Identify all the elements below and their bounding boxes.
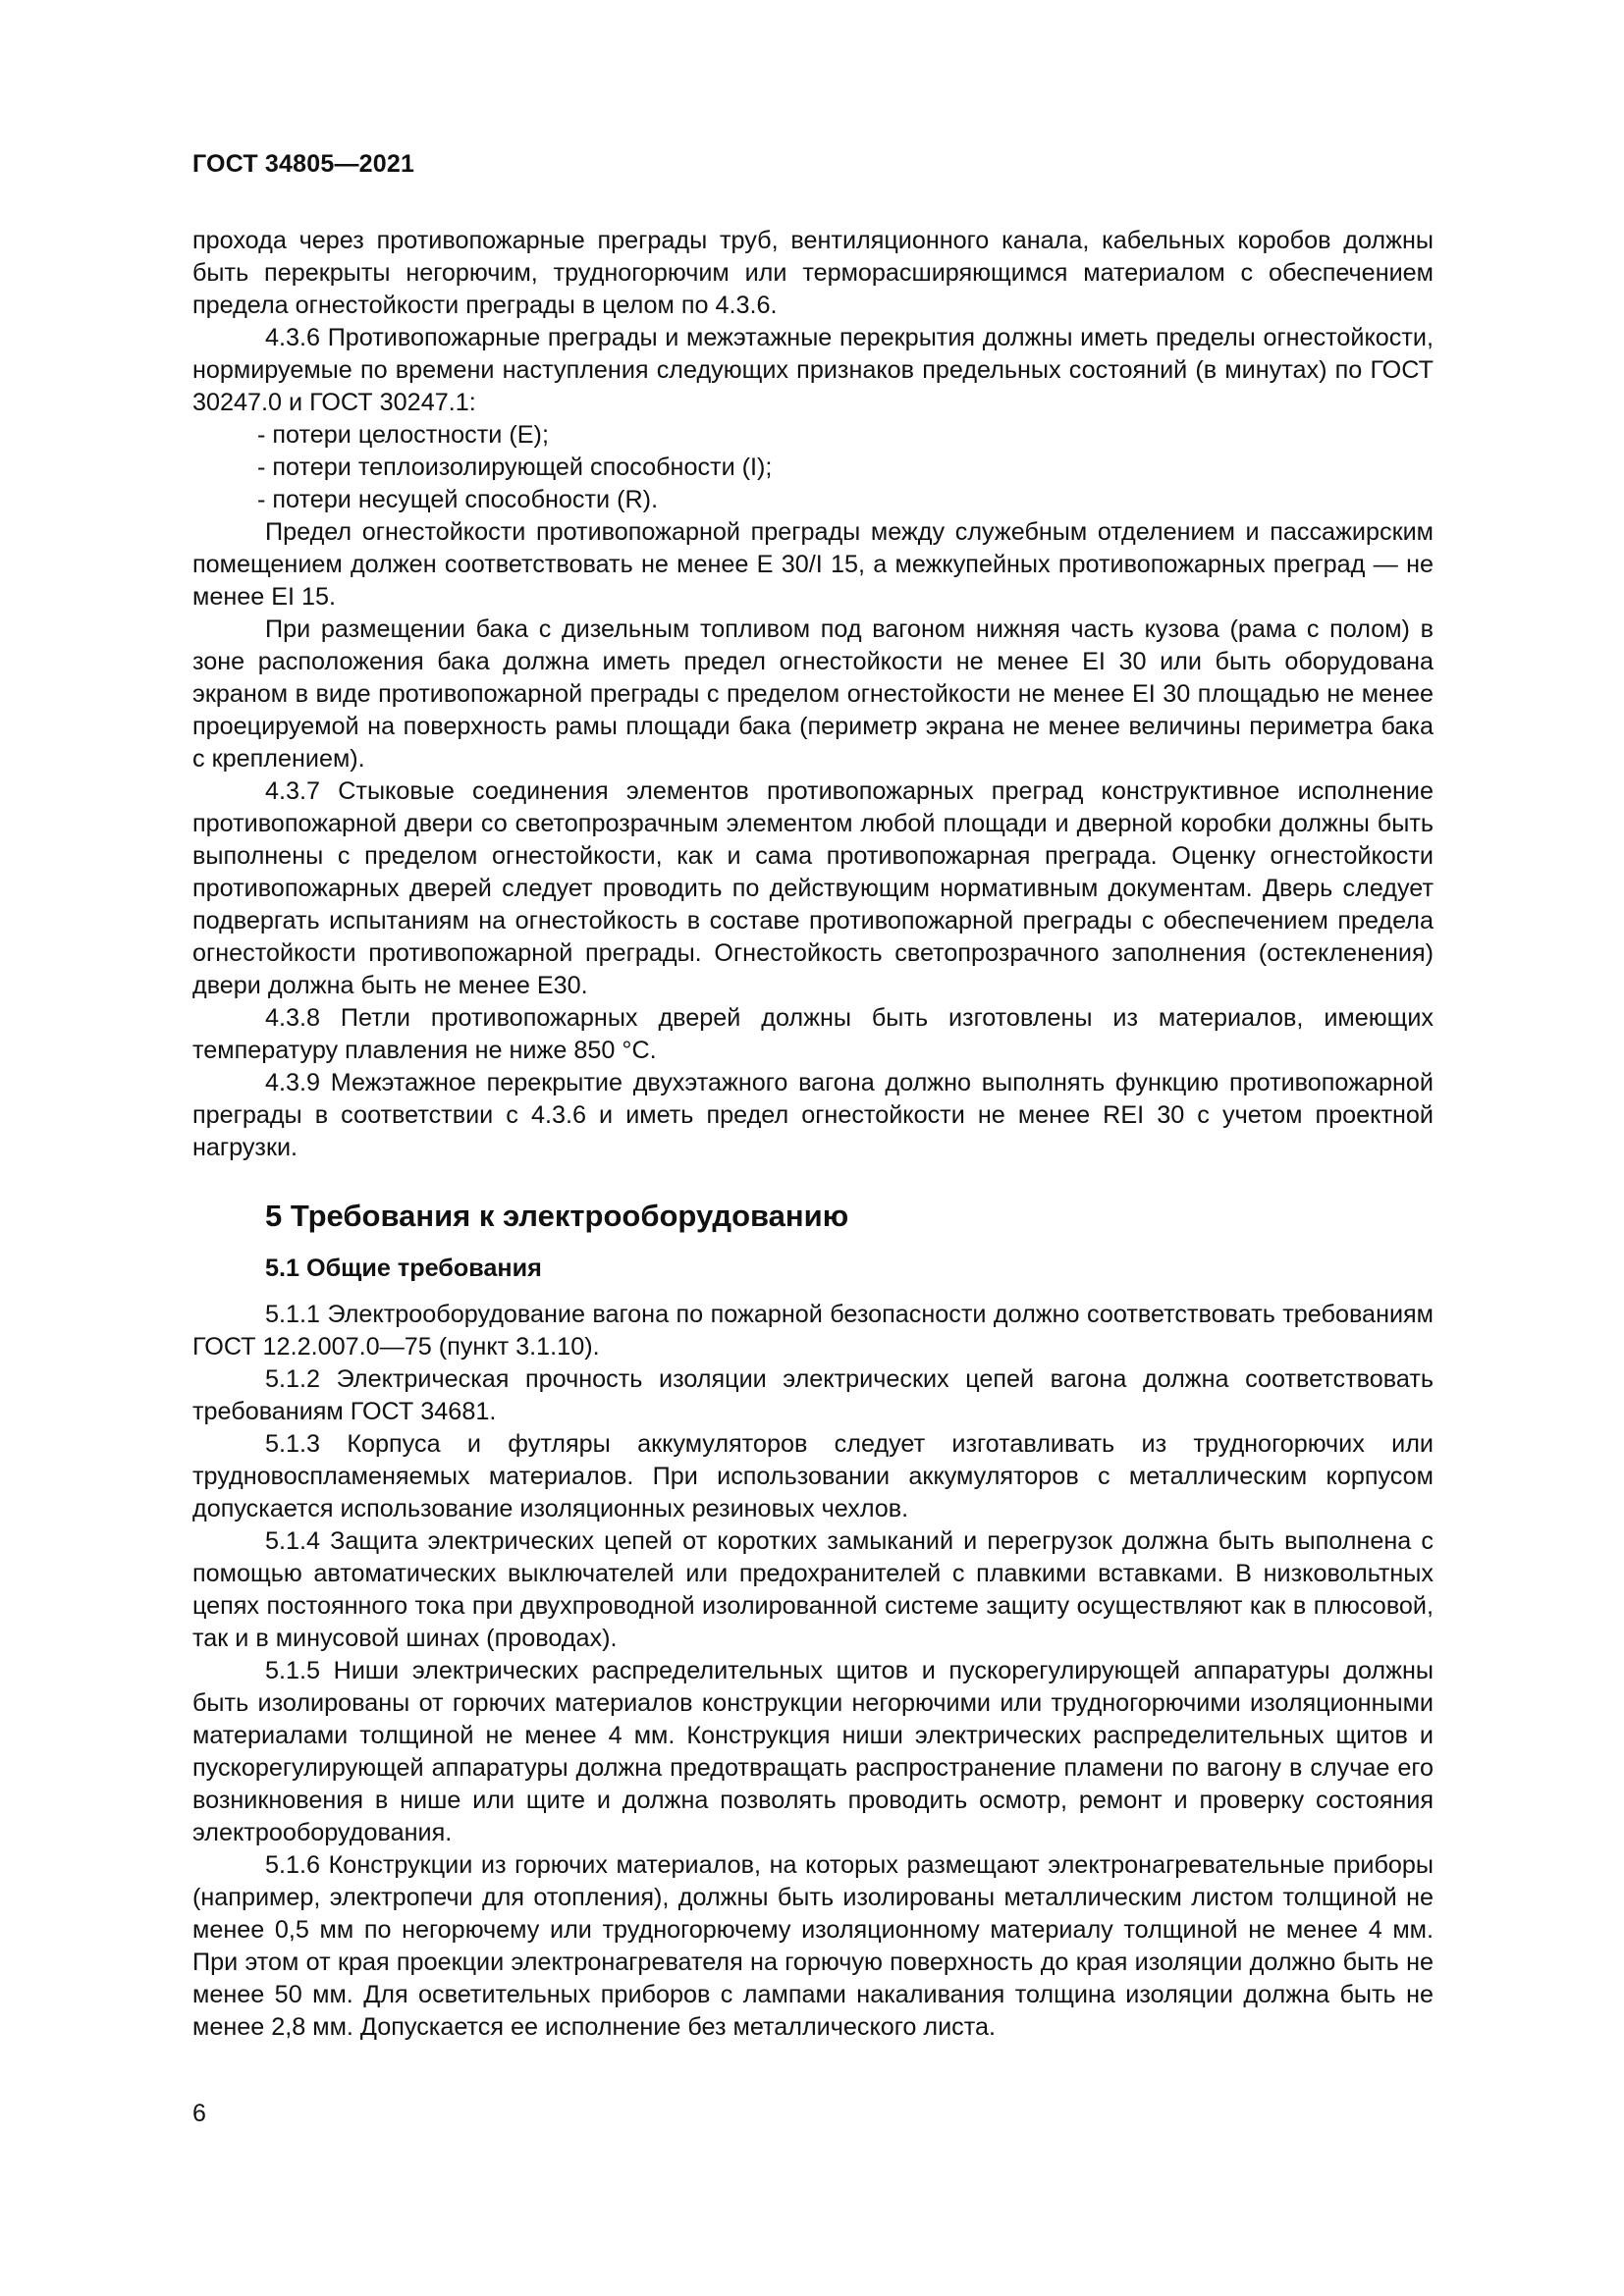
paragraph-5-1-4: 5.1.4 Защита электрических цепей от коротких замыканий и перегрузок должна быть выполнена с помощью автоматических выключателей или предохранителей с плавкими вставками. В низковольтных цепях постоянного тока при двухпроводной изолированной системе защиту осуществляют как в плюсовой, так и в минусовой шинах (проводах). <box>192 1527 1434 1652</box>
subsection-title: 5.1 Общие требования <box>265 1255 542 1282</box>
document-id-header: ГОСТ 34805—2021 <box>192 150 415 178</box>
paragraph-fuel-tank: При размещении бака с дизельным топливом под вагоном нижняя часть кузова (рама с полом) в зоне расположения бака должна иметь предел огнестойкости не менее EI 30 или быть оборудована экраном в виде противопожарной преграды с пределом огнестойкости не менее EI 30 площадью не менее проецируемой на поверхность рамы площади бака (периметр экрана не менее величины периметра бака с креплением). <box>192 615 1434 773</box>
list-item-insulation: - потери теплоизолирующей способности (I); <box>257 454 773 481</box>
paragraph-5-1-2: 5.1.2 Электрическая прочность изоляции электрических цепей вагона должна соответствовать требованиям ГОСТ 34681. <box>192 1365 1434 1425</box>
list-item-bearing: - потери несущей способности (R). <box>257 486 659 513</box>
page-content <box>192 225 1434 2044</box>
paragraph-5-1-6: 5.1.6 Конструкции из горючих материалов, на которых размещают электронагревательные приборы (например, электропечи для отопления), должны быть изолированы металлическим листом толщиной не менее 0,5 мм по негорючему или трудногорючему изоляционному материалу толщиной не менее 4 мм. При этом от края проекции электронагревателя на горючую поверхность до края изоляции должно быть не менее 50 мм. Для осветительных приборов с лампами накаливания толщина изоляции должна быть не менее 2,8 мм. Допускается ее исполнение без металлического листа. <box>192 1851 1434 2041</box>
paragraph-5-1-1: 5.1.1 Электрооборудование вагона по пожарной безопасности должно соответствовать требованиям ГОСТ 12.2.007.0—75 (пункт 3.1.10). <box>192 1301 1434 1361</box>
paragraph-continuation: прохода через противопожарные преграды труб, вентиляционного канала, кабельных коробов должны быть перекрыты негорючим, трудногорючим или терморасширяющимся материалом с обеспечением предела огнестойкости преграды в целом по 4.3.6. <box>192 227 1434 319</box>
paragraph-5-1-3: 5.1.3 Корпуса и футляры аккумуляторов следует изготавливать из трудногорючих или трудновоспламеняемых материалов. При использовании аккумуляторов с металлическим корпусом допускается использование изоляционных резиновых чехлов. <box>192 1430 1434 1522</box>
section-title: 5 Требования к электрооборудованию <box>265 1199 849 1233</box>
page-number: 6 <box>192 2100 206 2127</box>
paragraph-4-3-9: 4.3.9 Межэтажное перекрытие двухэтажного вагона должно выполнять функцию противопожарной преграды в соответствии с 4.3.6 и иметь предел огнестойкости не менее REI 30 с учетом проектной нагрузки. <box>192 1069 1434 1161</box>
paragraph-fire-limit: Предел огнестойкости противопожарной преграды между служебным отделением и пассажирским помещением должен соответствовать не менее E 30/I 15, а межкупейных противопожарных преград — не менее EI 15. <box>192 518 1434 611</box>
paragraph-4-3-8: 4.3.8 Петли противопожарных дверей должны быть изготовлены из материалов, имеющих температуру плавления не ниже 850 °С. <box>192 1004 1434 1064</box>
list-item-integrity: - потери целостности (E); <box>257 421 549 449</box>
paragraph-4-3-6: 4.3.6 Противопожарные преграды и межэтажные перекрытия должны иметь пределы огнестойкости, нормируемые по времени наступления следующих признаков предельных состояний (в минутах) по ГОСТ 30247.0 и ГОСТ 30247.1: <box>192 324 1434 416</box>
paragraph-5-1-5: 5.1.5 Ниши электрических распределительных щитов и пускорегулирующей аппаратуры должны быть изолированы от горючих материалов конструкции негорючими или трудногорючими изоляционными материалами толщиной не менее 4 мм. Конструкция ниши электрических распределительных щитов и пускорегулирующей аппаратуры должна предотвращать распространение пламени по вагону в случае его возникновения в нише или щите и должна позволять проводить осмотр, ремонт и проверку состояния электрооборудования. <box>192 1657 1434 1846</box>
paragraph-4-3-7: 4.3.7 Стыковые соединения элементов противопожарных преград конструктивное исполнение противопожарной двери со светопрозрачным элементом любой площади и дверной коробки должны быть выполнены с пределом огнестойкости, как и сама противопожарная преграда. Оценку огнестойкости противопожарных дверей следует проводить по действующим нормативным документам. Дверь следует подвергать испытаниям на огнестойкость в составе противопожарной преграды с обеспечением предела огнестойкости противопожарной преграды. Огнестойкость светопрозрачного заполнения (остекленения) двери должна быть не менее E30. <box>192 777 1434 999</box>
